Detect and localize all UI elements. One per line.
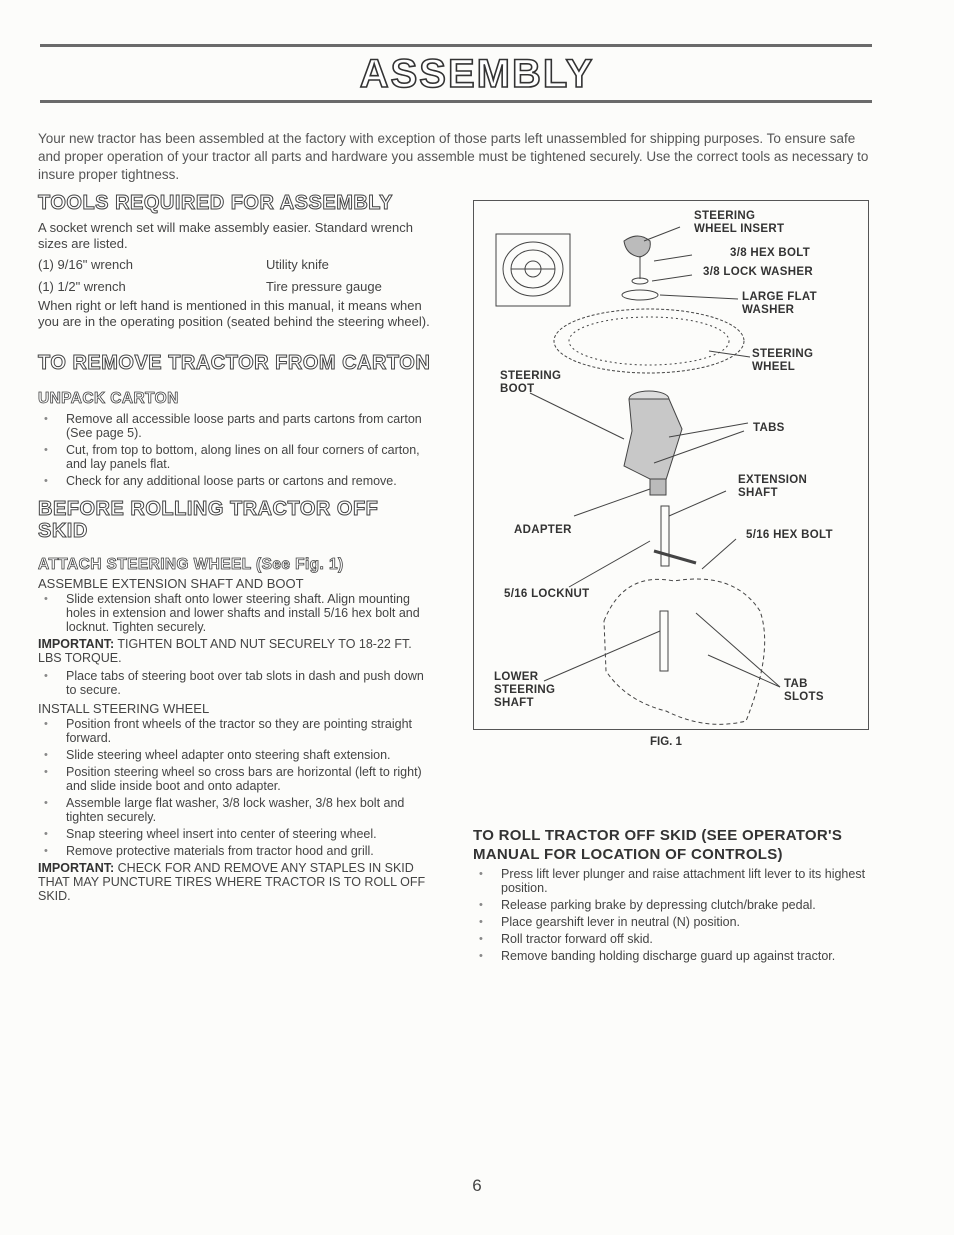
list-item: • Remove protective materials from tractor hood and grill. — [38, 844, 434, 858]
extension-shaft-part — [661, 506, 669, 566]
boot-list — [38, 669, 434, 697]
label-516-hex-bolt: 5/16 HEX BOLT — [746, 529, 833, 541]
roll-list — [473, 867, 873, 963]
label-steering-boot: STEERING BOOT — [500, 370, 562, 395]
label-tab-slots: TAB SLOTS — [784, 678, 824, 703]
tool-item: (1) 9/16" wrench — [38, 257, 133, 272]
remove-heading: TO REMOVE TRACTOR FROM CARTON — [38, 352, 431, 374]
important-torque — [38, 637, 434, 665]
tool-item: (1) 1/2" wrench — [38, 279, 126, 294]
list-item: • Position front wheels of the tractor so they are pointing straight forward. — [38, 717, 434, 745]
steering-wheel-insert-part — [624, 236, 650, 257]
list-item: • Position steering wheel so cross bars are horizontal (left to right) and slide inside boot and onto adapter. — [38, 765, 434, 793]
attach-heading: ATTACH STEERING WHEEL (See Fig. 1) — [38, 556, 344, 573]
adapter-part — [650, 479, 666, 495]
assemble-subheading: ASSEMBLE EXTENSION SHAFT AND BOOT — [38, 576, 304, 591]
important-staples — [38, 861, 434, 903]
list-item: • Cut, from top to bottom, along lines on all four corners of carton, and lay panels flat. — [38, 443, 434, 471]
steering-wheel-part — [554, 309, 744, 373]
tools-list — [38, 254, 434, 298]
steering-assembly-diagram — [474, 201, 868, 729]
important-text: CHECK FOR AND REMOVE ANY STAPLES IN SKID THAT MAY PUNCTURE TIRES WHERE TRACTOR IS TO ROLL OFF SKID. — [38, 861, 426, 903]
important-label: IMPORTANT: — [38, 637, 115, 651]
before-heading: BEFORE ROLLING TRACTOR OFF SKID — [38, 498, 379, 542]
list-item: • Remove banding holding discharge guard up against tractor. — [473, 949, 873, 963]
label-38-lock-washer: 3/8 LOCK WASHER — [703, 266, 813, 278]
list-item: • Slide steering wheel adapter onto steering shaft extension. — [38, 748, 434, 762]
tools-heading: TOOLS REQUIRED FOR ASSEMBLY — [38, 192, 394, 214]
roll-heading: TO ROLL TRACTOR OFF SKID (SEE OPERATOR'S MANUAL FOR LOCATION OF CONTROLS) — [473, 827, 843, 863]
tools-text: A socket wrench set will make assembly easier. Standard wrench sizes are listed. — [38, 220, 414, 251]
left-column — [38, 192, 434, 903]
list-item: • Press lift lever plunger and raise attachment lift lever to its highest position. — [473, 867, 873, 895]
list-item: • Check for any additional loose parts or cartons and remove. — [38, 474, 434, 488]
list-item: • Remove all accessible loose parts and parts cartons from carton (See page 5). — [38, 412, 434, 440]
install-subheading: INSTALL STEERING WHEEL — [38, 701, 210, 716]
hand-note: When right or left hand is mentioned in this manual, it means when you are in the operating position (seated behind the steering wheel). — [38, 298, 430, 329]
label-steering-wheel: STEERING WHEEL — [752, 348, 814, 373]
tool-item: Utility knife — [266, 257, 329, 272]
label-tabs: TABS — [753, 422, 785, 434]
lower-steering-shaft-part — [660, 611, 668, 671]
top-rule — [40, 44, 872, 47]
steering-boot-part — [624, 399, 682, 486]
list-item: • Place tabs of steering boot over tab slots in dash and push down to secure. — [38, 669, 434, 697]
label-extension-shaft: EXTENSION SHAFT — [738, 474, 808, 499]
figure-1 — [473, 200, 869, 730]
list-item: • Assemble large flat washer, 3/8 lock washer, 3/8 hex bolt and tighten securely. — [38, 796, 434, 824]
important-text: TIGHTEN BOLT AND NUT SECURELY TO 18-22 FT. LBS TORQUE. — [38, 637, 412, 665]
label-516-locknut: 5/16 LOCKNUT — [504, 588, 590, 600]
label-38-hex-bolt: 3/8 HEX BOLT — [730, 247, 811, 259]
list-item: • Slide extension shaft onto lower steering shaft. Align mounting holes in extension and lower shafts and install 5/16 hex bolt and locknut. Tighten securely. — [38, 592, 434, 634]
install-list — [38, 717, 434, 858]
label-large-flat-washer: LARGE FLAT WASHER — [742, 291, 817, 316]
list-item: • Snap steering wheel insert into center of steering wheel. — [38, 827, 434, 841]
tool-item: Tire pressure gauge — [266, 279, 382, 294]
list-item: • Release parking brake by depressing clutch/brake pedal. — [473, 898, 873, 912]
assemble-list — [38, 592, 434, 634]
right-column — [473, 826, 873, 966]
label-lower-steering-shaft: LOWER STEERING SHAFT — [494, 671, 556, 709]
title-underline — [40, 100, 872, 103]
page-title: ASSEMBLY — [359, 52, 595, 96]
intro-paragraph: Your new tractor has been assembled at the factory with exception of those parts left unassembled for shipping purposes. To ensure safe and proper operation of your tractor all parts and hardware you assemble must be tightened securely. Use the correct tools as necessary to insure proper tightness. — [38, 131, 869, 182]
label-steering-wheel-insert: STEERING WHEEL INSERT — [694, 210, 785, 235]
list-item: • Roll tractor forward off skid. — [473, 932, 873, 946]
unpack-list — [38, 412, 434, 488]
important-label: IMPORTANT: — [38, 861, 115, 875]
wheel-inset-box — [496, 234, 570, 306]
label-adapter: ADAPTER — [514, 524, 572, 536]
page-number: 6 — [472, 1176, 482, 1195]
list-item: • Place gearshift lever in neutral (N) position. — [473, 915, 873, 929]
figure-caption: FIG. 1 — [650, 736, 682, 748]
unpack-heading: UNPACK CARTON — [38, 390, 179, 407]
